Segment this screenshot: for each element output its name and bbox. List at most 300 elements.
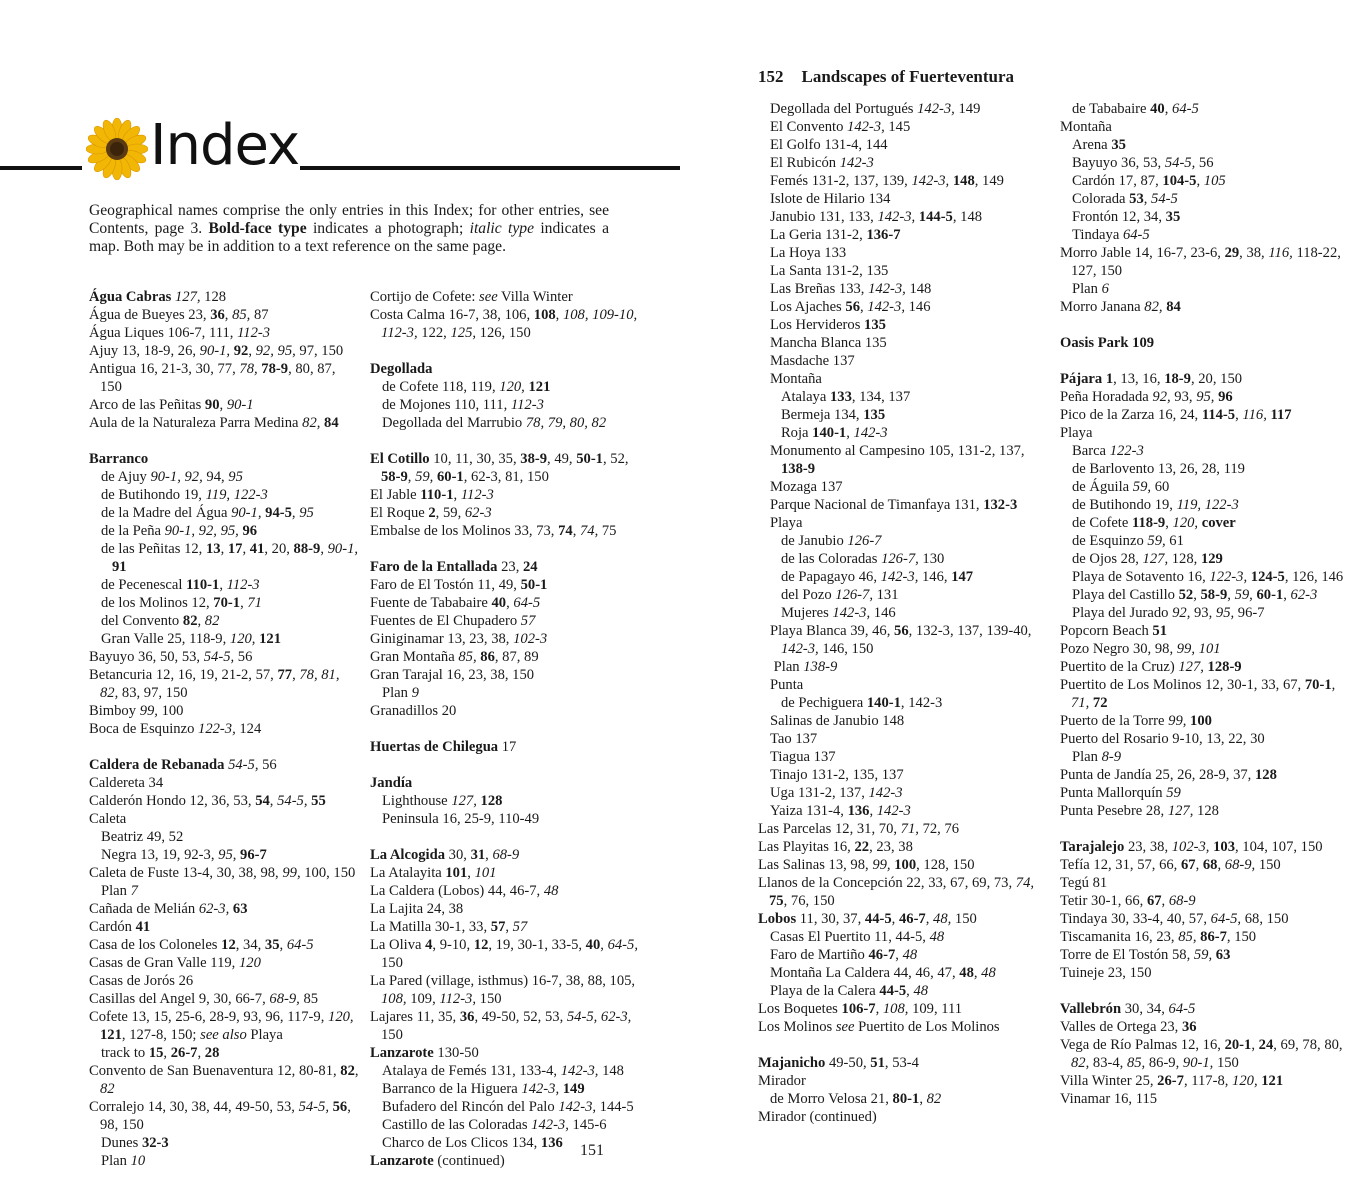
entry-text: Giniginamar 13, 23, 38, xyxy=(370,631,514,647)
photo-reference: Lobos xyxy=(758,911,797,927)
entry-text: Vinamar 16, 115 xyxy=(1060,1091,1158,1107)
entry-text: Tindaya xyxy=(1072,227,1123,243)
entry-text: , xyxy=(600,937,608,953)
entry-text: , xyxy=(1331,677,1336,693)
index-subentry xyxy=(370,792,642,810)
entry-text: , xyxy=(1193,587,1201,603)
photo-reference: 128 xyxy=(480,793,503,809)
map-reference: 68-9 xyxy=(492,847,520,863)
map-reference: 120, xyxy=(1172,515,1199,531)
photo-reference: 110-1 xyxy=(420,487,454,503)
map-reference: 74, xyxy=(1015,875,1035,891)
photo-reference: 57 xyxy=(490,919,506,935)
photo-reference: 12 xyxy=(221,937,236,953)
photo-reference: Lanzarote xyxy=(370,1045,434,1061)
entry-text: Playa del Jurado xyxy=(1072,605,1173,621)
map-reference: 85, xyxy=(232,307,251,323)
map-reference: 57 xyxy=(512,919,528,935)
entry-text: Femés 131-2, 137, 139, xyxy=(770,173,912,189)
photo-reference: 82 xyxy=(340,1063,355,1079)
entry-text: 96-7 xyxy=(1234,605,1265,621)
index-subentry xyxy=(758,352,1050,370)
map-reference: 95 xyxy=(299,505,314,521)
index-entry xyxy=(1060,856,1352,874)
entry-text: , 69, 78, 80, xyxy=(1273,1037,1343,1053)
entry-text: , 128, 150 xyxy=(916,857,975,873)
index-column-1 xyxy=(89,288,361,1170)
entry-text: , 59, xyxy=(435,505,465,521)
entry-text: Betancuria 12, 16, 19, 21-2, 57, xyxy=(89,667,278,683)
photo-reference: 70-1 xyxy=(213,595,241,611)
entry-text: Degollada del Marrubio xyxy=(382,415,526,431)
photo-reference: Água Cabras xyxy=(89,289,172,305)
index-title: Index xyxy=(150,113,300,178)
map-reference: 120, xyxy=(1232,1073,1258,1089)
map-reference: 108, 109-10, 112-3, xyxy=(381,307,638,341)
photo-reference: 144-5 xyxy=(918,209,953,225)
map-reference: 92, xyxy=(1152,389,1171,405)
entry-text: Pico de la Zarza 16, 24, xyxy=(1060,407,1202,423)
entry-text: 100 xyxy=(157,703,184,719)
entry-text: , xyxy=(1164,101,1173,117)
photo-reference: 36 xyxy=(210,307,225,323)
index-subentry xyxy=(1060,172,1352,190)
index-entry xyxy=(370,1008,642,1044)
photo-reference: 72 xyxy=(1092,695,1108,711)
index-entry xyxy=(370,522,642,540)
index-entry xyxy=(370,576,642,594)
index-entry xyxy=(1060,298,1352,316)
entry-text: Parque Nacional de Timanfaya 131, xyxy=(770,497,984,513)
index-subentry xyxy=(758,280,1050,298)
map-reference: 78, xyxy=(239,361,258,377)
entry-text: 30, xyxy=(445,847,471,863)
entry-text: El Jable xyxy=(370,487,421,503)
index-subentry xyxy=(1060,478,1352,496)
entry-text: , 76, 150 xyxy=(783,893,835,909)
index-entry xyxy=(1060,1018,1352,1036)
entry-text: 93, xyxy=(1190,605,1216,621)
entry-text: La Hoya 133 xyxy=(770,245,847,261)
photo-reference: 94-5 xyxy=(265,505,292,521)
entry-text: Monumento al Campesino 105, 131-2, 137, xyxy=(770,443,1025,459)
entry-text: Los Ajaches xyxy=(770,299,846,315)
entry-text: 126, 150 xyxy=(476,325,531,341)
map-reference: 122-3, xyxy=(198,721,236,737)
photo-reference: 46-7 xyxy=(898,911,926,927)
entry-text: Aula de la Naturaleza Parra Medina xyxy=(89,415,303,431)
index-entry xyxy=(1060,946,1352,964)
entry-text: La Lajita 24, 38 xyxy=(370,901,464,917)
photo-reference: 24 xyxy=(1258,1037,1274,1053)
entry-text: de las Coloradas xyxy=(770,551,882,567)
index-entry xyxy=(1060,1090,1352,1108)
entry-text: de la Madre del Água xyxy=(101,505,232,521)
entry-text: Barranco de la Higuera xyxy=(382,1081,522,1097)
map-reference: 142-3, xyxy=(560,1063,599,1079)
photo-reference: 70-1 xyxy=(1304,677,1332,693)
index-entry xyxy=(370,900,642,918)
index-entry xyxy=(1060,730,1352,748)
index-entry xyxy=(758,1108,1050,1126)
entry-text: , xyxy=(1196,173,1204,189)
photo-reference: 58-9 xyxy=(1200,587,1228,603)
index-subentry xyxy=(89,1044,361,1062)
entry-text: Pozo Negro 30, 98, xyxy=(1060,641,1177,657)
entry-text: 146 xyxy=(870,605,896,621)
entry-text: Los Boquetes xyxy=(758,1001,842,1017)
entry-text: Beatriz 49, 52 xyxy=(101,829,184,845)
index-entry xyxy=(1060,370,1352,388)
photo-reference: 88-9 xyxy=(293,541,321,557)
map-reference: see xyxy=(835,1019,855,1035)
index-entry xyxy=(758,874,1050,910)
map-reference: 95, xyxy=(1196,389,1215,405)
map-reference: 127, xyxy=(1167,803,1194,819)
entry-text: El Rubicón xyxy=(770,155,840,171)
entry-text: 68, 150 xyxy=(1241,911,1289,927)
section-gap xyxy=(1060,352,1352,370)
map-reference: 127, xyxy=(174,289,201,305)
entry-text: Embalse de los Molinos 33, 73, xyxy=(370,523,559,539)
entry-text: Torre de El Tostón 58, xyxy=(1060,947,1194,963)
entry-text: Las Parcelas 12, 31, 70, xyxy=(758,821,901,837)
photo-reference: 118-9 xyxy=(1131,515,1166,531)
map-reference: 120 xyxy=(238,955,261,971)
entry-text: 87 xyxy=(250,307,269,323)
index-entry xyxy=(1060,424,1352,442)
photo-reference: 117 xyxy=(1270,407,1292,423)
index-subentry xyxy=(758,586,1050,604)
index-entry xyxy=(89,792,361,810)
entry-text: La Pared (village, isthmus) 16-7, 38, 88, 105, xyxy=(370,973,636,989)
index-subentry xyxy=(89,612,361,630)
index-entry xyxy=(758,820,1050,838)
entry-text: , 23, 38 xyxy=(869,839,913,855)
entry-text: Gran Montaña xyxy=(370,649,459,665)
entry-text: Casillas del Angel 9, 30, 66-7, xyxy=(89,991,270,1007)
photo-reference: Jandía xyxy=(370,775,413,791)
entry-text: 56 xyxy=(258,757,277,773)
map-reference: 85, xyxy=(1178,929,1197,945)
entry-text: Tetir 30-1, 66, xyxy=(1060,893,1147,909)
map-reference: 95, xyxy=(218,847,237,863)
entry-text: , xyxy=(279,937,287,953)
entry-text: 146 xyxy=(904,299,931,315)
index-entry xyxy=(89,756,361,774)
entry-text: de Águila xyxy=(1072,479,1133,495)
entry-text: Caldereta 34 xyxy=(89,775,164,791)
entry-text: , xyxy=(163,1045,171,1061)
index-subentry xyxy=(758,370,1050,388)
entry-text: Costa Calma 16-7, 38, 106, xyxy=(370,307,534,323)
entry-text: Plan xyxy=(1072,281,1102,297)
photo-reference: 44-5 xyxy=(864,911,892,927)
map-reference: 90-1, 92, xyxy=(150,469,203,485)
map-reference: 112-3 xyxy=(226,577,260,593)
entry-text: , 132-3, 137, 139-40, xyxy=(908,623,1032,639)
entry-text: , xyxy=(1165,515,1173,531)
map-reference: 112-3 xyxy=(510,397,544,413)
entry-text: Caleta de Fuste 13-4, 30, 38, 98, xyxy=(89,865,283,881)
photo-reference: 13 xyxy=(205,541,221,557)
map-reference: 125, xyxy=(450,325,477,341)
photo-reference: 20-1 xyxy=(1224,1037,1252,1053)
entry-text: Bayuyo 36, 53, xyxy=(1072,155,1165,171)
entry-text: Casas El Puertito 11, 44-5, xyxy=(770,929,930,945)
entry-text: Plan xyxy=(101,1153,131,1169)
index-entry xyxy=(370,666,642,684)
entry-text: de Barlovento 13, 26, 28, 119 xyxy=(1072,461,1245,477)
map-reference: 54-5, xyxy=(1164,155,1196,171)
photo-reference: 44-5 xyxy=(879,983,907,999)
entry-text: El Golfo 131-4, 144 xyxy=(770,137,888,153)
map-reference: 82, xyxy=(302,415,321,431)
entry-text: Arena xyxy=(1072,137,1112,153)
entry-text: 75 xyxy=(598,523,617,539)
photo-reference: Barranco xyxy=(89,451,149,467)
entry-text: Casas de Jorós 26 xyxy=(89,973,194,989)
index-subentry xyxy=(370,1098,642,1116)
entry-text: , xyxy=(506,595,514,611)
photo-reference: 32-3 xyxy=(141,1135,169,1151)
entry-text: de las Peñitas 12, xyxy=(101,541,206,557)
index-subentry xyxy=(758,946,1050,964)
entry-text: Puerto de la Torre xyxy=(1060,713,1169,729)
section-gap xyxy=(370,756,642,774)
entry-text: Peña Horadada xyxy=(1060,389,1153,405)
index-entry xyxy=(370,306,642,342)
index-subentry xyxy=(370,1116,642,1134)
entry-text: Tuineje 23, 150 xyxy=(1060,965,1152,981)
photo-reference: 35 xyxy=(264,937,280,953)
map-reference: 99, xyxy=(1168,713,1187,729)
entry-text: Cardón 17, 87, xyxy=(1072,173,1163,189)
entry-text: de Pechiguera xyxy=(770,695,867,711)
entry-text: Las Salinas 13, 98, xyxy=(758,857,873,873)
entry-text: Montaña La Caldera 44, 46, 47, xyxy=(770,965,960,981)
entry-text: 60 xyxy=(1151,479,1170,495)
photo-reference: 48 xyxy=(959,965,974,981)
index-subentry xyxy=(89,594,361,612)
index-subentry xyxy=(758,676,1050,694)
entry-text: Cañada de Melián xyxy=(89,901,199,917)
photo-reference: 129 xyxy=(1200,551,1223,567)
entry-text: Ajuy 13, 18-9, 26, xyxy=(89,343,200,359)
photo-reference: Faro de la Entallada xyxy=(370,559,498,575)
photo-reference: 50-1 xyxy=(576,451,603,467)
entry-text: , xyxy=(248,343,256,359)
map-reference: 48, xyxy=(933,911,952,927)
map-reference: 82 xyxy=(926,1091,942,1107)
entry-text: de Ojos 28, xyxy=(1072,551,1143,567)
entry-text: 148 xyxy=(905,281,932,297)
map-reference: 142-3 xyxy=(868,785,903,801)
map-reference: 54-5, xyxy=(277,793,308,809)
entry-text: Corralejo 14, 30, 38, 44, 49-50, 53, xyxy=(89,1099,299,1115)
entry-text: de Janubio xyxy=(770,533,848,549)
photo-reference: 100 xyxy=(894,857,917,873)
entry-text: Janubio 131, 133, xyxy=(770,209,878,225)
entry-text: Playa xyxy=(1060,425,1093,441)
entry-text: , 148 xyxy=(952,209,983,225)
index-subentry xyxy=(758,154,1050,172)
photo-reference: 51 xyxy=(870,1055,885,1071)
entry-text: 17 xyxy=(498,739,517,755)
index-subentry xyxy=(758,262,1050,280)
entry-text: indicates a map. Both may be in addition to a text reference on the same page. xyxy=(89,219,610,255)
map-reference: 68-9 xyxy=(1168,893,1196,909)
index-entry xyxy=(758,838,1050,856)
section-gap xyxy=(1060,820,1352,838)
section-gap xyxy=(1060,982,1352,1000)
index-entry xyxy=(758,910,1050,928)
index-subentry xyxy=(758,730,1050,748)
entry-text: Castillo de las Coloradas xyxy=(382,1117,532,1133)
map-reference: 99, xyxy=(139,703,158,719)
photo-reference: 60-1 xyxy=(1256,587,1284,603)
index-subentry xyxy=(89,1152,361,1170)
index-entry xyxy=(370,630,642,648)
index-entry xyxy=(1060,910,1352,928)
map-reference: 6 xyxy=(1101,281,1109,297)
entry-text: Tindaya 30, 33-4, 40, 57, xyxy=(1060,911,1211,927)
entry-text: Montaña xyxy=(770,371,822,387)
index-subentry xyxy=(758,316,1050,334)
entry-text: 56 xyxy=(234,649,253,665)
map-reference: 126-7, xyxy=(835,587,873,603)
map-reference: 112-3, xyxy=(439,991,477,1007)
map-reference: 92, 95, xyxy=(255,343,296,359)
photo-reference: 36 xyxy=(1181,1019,1197,1035)
entry-text: Negra 13, 19, 92-3, xyxy=(101,847,219,863)
index-subentry xyxy=(758,604,1050,622)
map-reference: 99, xyxy=(872,857,891,873)
entry-text: 56 xyxy=(1195,155,1214,171)
photo-reference: 138-9 xyxy=(781,461,816,477)
index-heading xyxy=(0,112,680,182)
entry-text: , 53-4 xyxy=(884,1055,919,1071)
entry-text: 30, 34, xyxy=(1121,1001,1169,1017)
map-reference: 120, xyxy=(328,1009,354,1025)
index-subentry xyxy=(89,846,361,864)
section-gap xyxy=(370,720,642,738)
entry-text: , 9-10, xyxy=(432,937,474,953)
index-subentry xyxy=(1060,604,1352,622)
map-reference: 68-9, xyxy=(1224,857,1256,873)
photo-reference: Bold-face type xyxy=(208,219,307,237)
index-subentry xyxy=(758,622,1050,658)
photo-reference: 140-1 xyxy=(866,695,901,711)
photo-reference: 128 xyxy=(1254,767,1277,783)
index-subentry xyxy=(758,568,1050,586)
index-intro xyxy=(89,202,609,255)
entry-text: , xyxy=(1235,407,1243,423)
entry-text: , xyxy=(572,523,580,539)
entry-text: , xyxy=(906,983,914,999)
map-reference: 127, xyxy=(451,793,477,809)
map-reference: 78, 79, 80, 82 xyxy=(525,415,607,431)
map-reference: 90-1, xyxy=(327,541,359,557)
entry-text: Boca de Esquinzo xyxy=(89,721,199,737)
entry-text: 11, 30, 37, xyxy=(796,911,865,927)
map-reference: 99, xyxy=(282,865,301,881)
entry-text: Geographical names comprise the only entries in this Index; for other entries, see Contents, page 3. xyxy=(89,202,609,237)
entry-text: 100, 150 xyxy=(300,865,356,881)
entry-text: , 52, xyxy=(602,451,629,467)
section-gap xyxy=(758,1036,1050,1054)
photo-reference: 104-5 xyxy=(1162,173,1197,189)
map-reference: 142-3, xyxy=(867,299,905,315)
entry-text: , xyxy=(973,965,982,981)
entry-text: , 104, 107, 150 xyxy=(1235,839,1323,855)
index-entry xyxy=(758,1054,1050,1072)
index-subentry xyxy=(1060,532,1352,550)
index-entry xyxy=(370,288,642,306)
index-entry xyxy=(370,594,642,612)
index-entry xyxy=(1060,334,1352,352)
entry-text: Playa de la Calera xyxy=(770,983,880,999)
entry-text: , xyxy=(269,793,278,809)
index-entry xyxy=(370,738,642,756)
photo-reference: 110-1 xyxy=(186,577,220,593)
map-reference: 92, xyxy=(1172,605,1191,621)
index-entry xyxy=(89,720,361,738)
photo-reference: 26-7 xyxy=(1157,1073,1184,1089)
entry-text: Playa del Castillo xyxy=(1072,587,1179,603)
index-entry xyxy=(758,1000,1050,1018)
entry-text: 49-50, xyxy=(825,1055,871,1071)
index-subentry xyxy=(758,964,1050,982)
entry-text: 150 xyxy=(951,911,977,927)
index-subentry xyxy=(758,766,1050,784)
photo-reference: Tarajalejo xyxy=(1060,839,1125,855)
photo-reference: cover xyxy=(1201,515,1236,531)
index-subentry xyxy=(370,1062,642,1080)
index-subentry xyxy=(758,388,1050,406)
index-subentry xyxy=(1060,586,1352,604)
entry-text: track to xyxy=(101,1045,149,1061)
index-entry xyxy=(1060,784,1352,802)
index-entry xyxy=(370,864,642,882)
index-entry xyxy=(1060,118,1352,136)
map-reference: 102-3, xyxy=(1171,839,1210,855)
map-reference: 64-5 xyxy=(1122,227,1150,243)
entry-text: 83, 97, 150 xyxy=(118,685,188,701)
entry-text: Casa de los Coloneles xyxy=(89,937,222,953)
entry-text: Bayuyo 36, 50, 53, xyxy=(89,649,204,665)
entry-text: Los Hervideros xyxy=(770,317,865,333)
entry-text: , xyxy=(354,1063,359,1079)
map-reference: 54-5, xyxy=(228,757,259,773)
photo-reference: 86 xyxy=(480,649,495,665)
map-reference: 142-3, xyxy=(832,605,871,621)
entry-text: 150 xyxy=(1213,1055,1239,1071)
index-entry xyxy=(1060,892,1352,910)
photo-reference: 92 xyxy=(233,343,249,359)
entry-text: Villa Winter xyxy=(497,289,573,305)
entry-text: 72, 76 xyxy=(918,821,960,837)
photo-reference: 63 xyxy=(232,901,248,917)
entry-text: 149 xyxy=(954,101,981,117)
index-column-3 xyxy=(758,100,1050,1126)
map-reference: 82 xyxy=(204,613,220,629)
index-subentry xyxy=(758,694,1050,712)
photo-reference: 63 xyxy=(1215,947,1231,963)
entry-text: Punta Pesebre 28, xyxy=(1060,803,1168,819)
map-reference: 54-5, 62-3, xyxy=(566,1009,632,1025)
entry-text: de Butihondo 19, xyxy=(1072,497,1177,513)
